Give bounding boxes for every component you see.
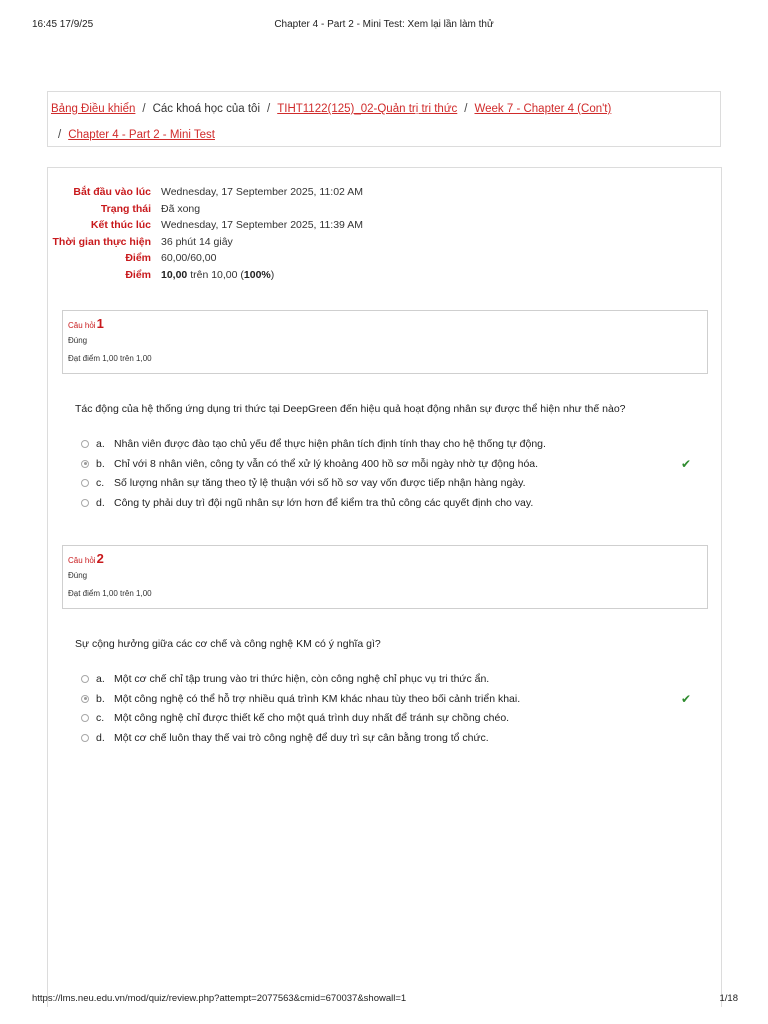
radio-button[interactable] — [81, 714, 89, 722]
attempt-summary — [48, 184, 708, 283]
print-page-number: 1/18 — [719, 993, 738, 1004]
answer-option[interactable] — [81, 474, 701, 494]
breadcrumb-separator: / — [142, 103, 146, 115]
question-text-1: Tác động của hệ thống ứng dụng tri thức tại DeepGreen đến hiệu quả hoạt động nhân sự được thể hiện như thế nào? — [75, 403, 626, 415]
summary-row-time — [48, 234, 708, 251]
question-number — [68, 315, 702, 332]
question-grade: Đạt điểm 1,00 trên 1,00 — [68, 589, 152, 598]
marks-value: 60,00/60,00 — [161, 252, 217, 264]
grade-label: Điểm — [125, 268, 151, 281]
print-header — [0, 19, 768, 33]
summary-row-completed — [48, 217, 708, 234]
question-info-1 — [62, 310, 708, 374]
question-number-value: 2 — [96, 551, 104, 566]
radio-button[interactable] — [81, 675, 89, 683]
breadcrumb — [47, 91, 721, 147]
radio-button[interactable] — [81, 479, 89, 487]
answer-text: Nhân viên được đào tạo chủ yếu để thực hiện phân tích định tính thay cho hệ thống tự động. — [114, 438, 546, 450]
state-value: Đã xong — [161, 202, 201, 215]
answer-list-2 — [81, 670, 701, 748]
completed-label: Kết thúc lúc — [90, 219, 151, 231]
answer-text: Một công nghệ chỉ được thiết kế cho một quá trình duy nhất để tránh sự chồng chéo. — [114, 712, 510, 724]
radio-button[interactable] — [81, 734, 89, 742]
answer-option[interactable] — [81, 435, 701, 455]
radio-button[interactable] — [81, 440, 89, 448]
completed-value: Wednesday, 17 September 2025, 11:39 AM — [161, 219, 363, 231]
print-datetime: 16:45 17/9/25 — [32, 19, 94, 30]
checkmark-icon: ✔ — [681, 456, 692, 471]
radio-button-selected[interactable] — [81, 460, 89, 468]
answer-letter: a. — [96, 673, 105, 685]
answer-letter: d. — [96, 731, 105, 744]
answer-option[interactable] — [81, 494, 701, 514]
answer-option[interactable] — [81, 455, 701, 475]
answer-option[interactable] — [81, 670, 701, 690]
print-url: https://lms.neu.edu.vn/mod/quiz/review.php?attempt=2077563&cmid=670037&showall=1 — [32, 993, 407, 1004]
grade-percent: 100% — [243, 268, 271, 281]
question-number-value: 1 — [96, 316, 104, 331]
answer-list-1 — [81, 435, 701, 513]
question-state: Đúng — [68, 336, 88, 345]
answer-letter: a. — [96, 438, 105, 450]
summary-row-marks — [48, 250, 708, 267]
question-state: Đúng — [68, 571, 88, 580]
radio-button-selected[interactable] — [81, 695, 89, 703]
time-taken-value: 36 phút 14 giây — [161, 235, 233, 248]
quiz-review-content — [47, 167, 722, 1007]
print-page-title: Chapter 4 - Part 2 - Mini Test: Xem lại lần làm thử — [274, 19, 494, 30]
answer-option[interactable] — [81, 690, 701, 710]
question-label: Câu hỏi — [68, 556, 96, 565]
answer-text: Một cơ chế luôn thay thế vai trò công nghệ để duy trì sự cân bằng trong tổ chức. — [114, 731, 489, 744]
summary-row-grade — [48, 267, 708, 284]
answer-letter: b. — [96, 457, 105, 470]
breadcrumb-week-link[interactable]: Week 7 - Chapter 4 (Con't) — [474, 103, 612, 115]
started-value: Wednesday, 17 September 2025, 11:02 AM — [161, 186, 363, 198]
time-taken-label: Thời gian thực hiện — [52, 235, 151, 248]
started-label: Bắt đầu vào lúc — [73, 186, 151, 198]
question-text-2: Sự cộng hưởng giữa các cơ chế và công nghệ KM có ý nghĩa gì? — [75, 638, 381, 650]
question-grade: Đạt điểm 1,00 trên 1,00 — [68, 354, 152, 363]
grade-close-paren: ) — [270, 268, 275, 281]
answer-text: Số lượng nhân sự tăng theo tỷ lệ thuận với số hồ sơ vay vốn được tiếp nhận hàng ngày. — [114, 477, 526, 489]
answer-letter: c. — [96, 712, 105, 724]
summary-row-started — [48, 184, 708, 201]
answer-letter: d. — [96, 496, 105, 509]
answer-letter: b. — [96, 692, 105, 705]
answer-option[interactable] — [81, 729, 701, 749]
grade-score: 10,00 — [161, 268, 188, 281]
question-info-2 — [62, 545, 708, 609]
grade-value — [161, 267, 274, 284]
answer-text: Một cơ chế chỉ tập trung vào tri thức hiện, còn công nghệ chỉ phục vụ tri thức ẩn. — [114, 673, 490, 685]
breadcrumb-dashboard-link[interactable]: Bảng Điều khiển — [51, 103, 136, 115]
question-number — [68, 550, 702, 567]
print-footer — [0, 993, 768, 1007]
answer-letter: c. — [96, 477, 105, 489]
breadcrumb-separator: / — [464, 103, 468, 115]
summary-row-state — [48, 201, 708, 218]
radio-button[interactable] — [81, 499, 89, 507]
question-label: Câu hỏi — [68, 321, 96, 330]
breadcrumb-course-link[interactable]: TIHT1122(125)_02-Quản trị tri thức — [277, 103, 458, 115]
breadcrumb-my-courses: Các khoá học của tôi — [152, 103, 261, 115]
breadcrumb-quiz-link[interactable]: Chapter 4 - Part 2 - Mini Test — [68, 129, 215, 141]
answer-text: Công ty phải duy trì đội ngũ nhân sự lớn hơn để kiểm tra thủ công các quyết định cho vay. — [114, 496, 534, 509]
grade-out-of: trên 10,00 ( — [190, 268, 244, 281]
breadcrumb-separator: / — [267, 103, 271, 115]
answer-option[interactable] — [81, 709, 701, 729]
state-label: Trạng thái — [100, 202, 151, 215]
marks-label: Điểm — [125, 252, 151, 264]
answer-text: Chỉ với 8 nhân viên, công ty vẫn có thể xử lý khoảng 400 hồ sơ mỗi ngày nhờ tự động hóa. — [114, 457, 539, 470]
checkmark-icon: ✔ — [681, 691, 692, 706]
answer-text: Một công nghệ có thể hỗ trợ nhiều quá trình KM khác nhau tùy theo bối cảnh triển khai. — [114, 692, 521, 705]
breadcrumb-separator: / — [58, 129, 62, 141]
